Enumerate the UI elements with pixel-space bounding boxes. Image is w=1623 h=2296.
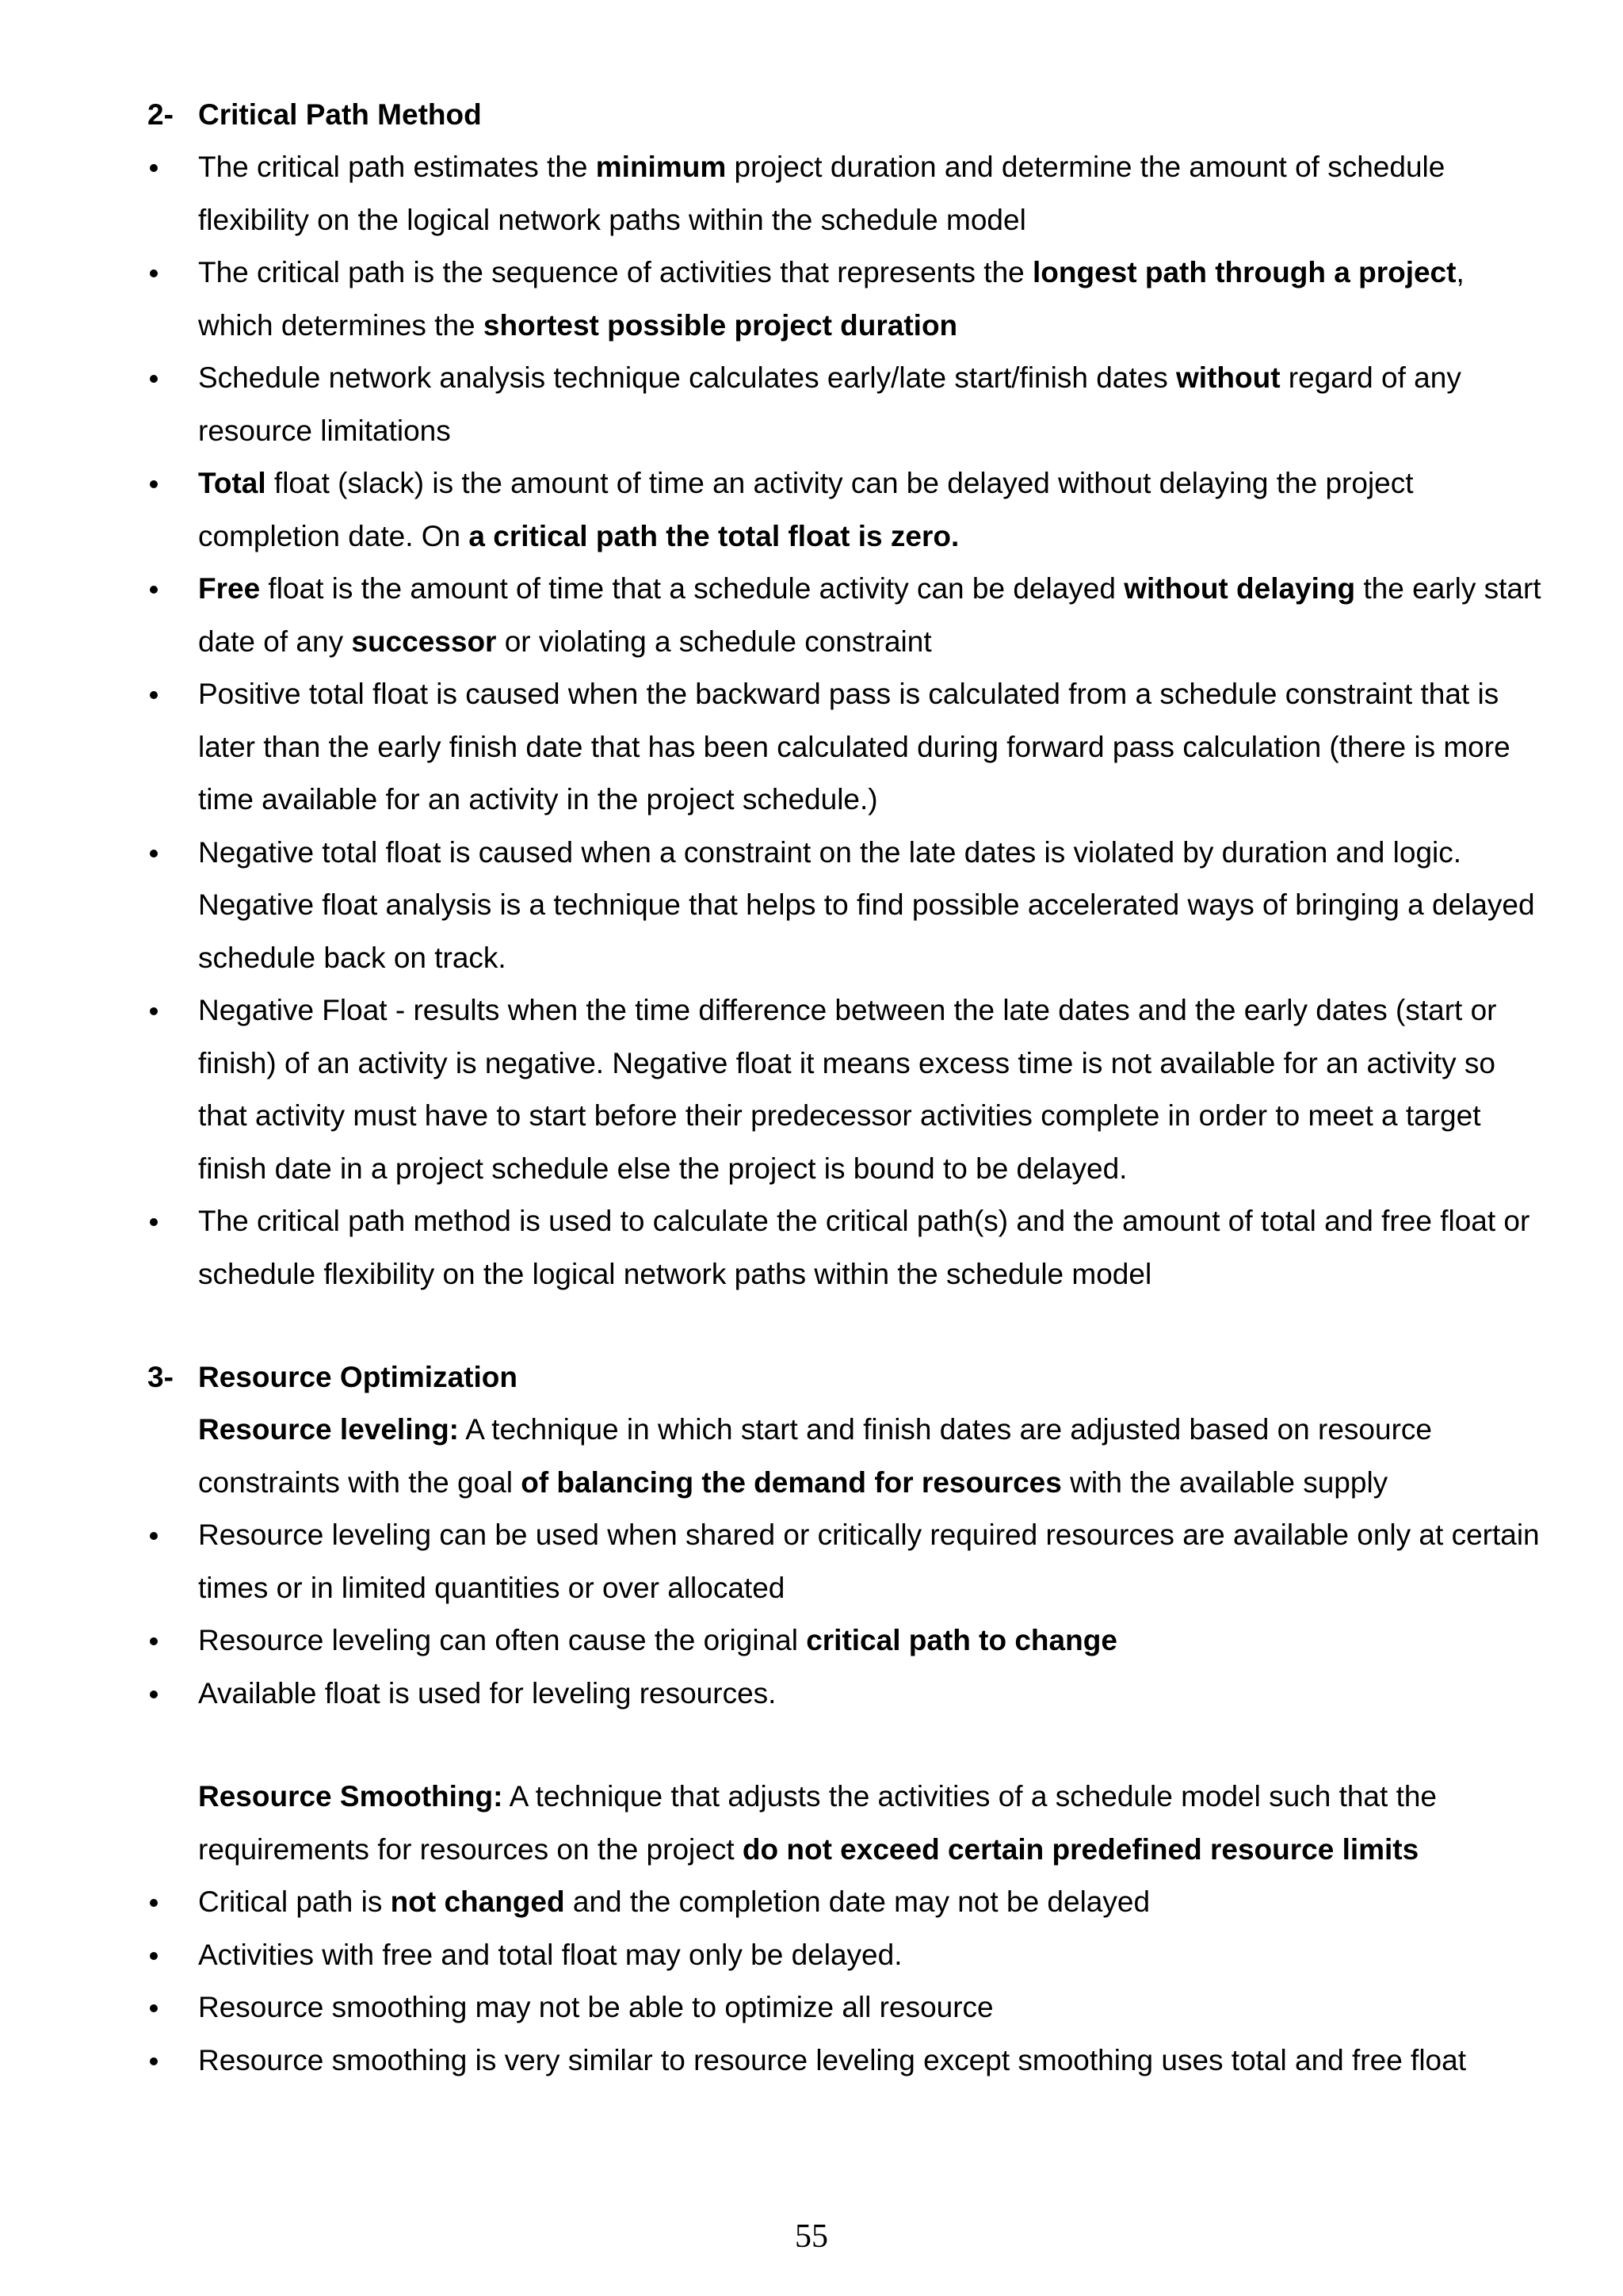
bullet-item — [147, 2034, 1542, 2088]
bullet-text — [198, 467, 1414, 552]
text-run: Resource smoothing is very similar to resource leveling except smoothing uses total and free float — [198, 2043, 1466, 2076]
text-run: Resource leveling can be used when shared or critically required resources are available only at certain times or in limited quantities or over allocated — [198, 1519, 1540, 1604]
text-run: The critical path is the sequence of activities that represents the — [198, 256, 1033, 288]
text-run: Resource leveling can often cause the original — [198, 1624, 807, 1656]
bullet-text — [198, 994, 1497, 1185]
bullet-item — [147, 352, 1542, 457]
bold-text: longest path through a project — [1033, 256, 1457, 288]
text-run: project duration and determine the amount of schedule flexibility on the logical network paths within the schedule model — [198, 151, 1445, 236]
section-number: 3- — [147, 1361, 174, 1393]
bold-text: Resource Smoothing: — [198, 1780, 503, 1813]
section-title: Critical Path Method — [198, 98, 482, 131]
bullet-text — [198, 572, 1541, 658]
bullet-text — [198, 1885, 1150, 1918]
text-run: Available float is used for leveling resources. — [198, 1676, 777, 1710]
page-number: 55 — [795, 2218, 828, 2255]
text-run: A technique that adjusts the activities of a schedule model such that the requirements for resources on the project — [198, 1780, 1438, 1866]
text-run: with the available supply — [1061, 1465, 1388, 1499]
bold-text: Free — [198, 572, 261, 605]
paragraph-spacer — [147, 1720, 1542, 1771]
section-critical-path-method — [147, 89, 1542, 1301]
bullet-item — [147, 1981, 1542, 2034]
section-resource-optimization — [147, 1351, 1542, 2087]
bullet-item — [147, 1509, 1542, 1614]
resource-leveling-definition — [147, 1404, 1542, 1509]
bullet-text — [198, 836, 1535, 974]
bold-text: shortest possible project duration — [483, 308, 958, 342]
bullet-item — [147, 1195, 1542, 1301]
text-run: , which determines the — [198, 256, 1465, 342]
text-run: The critical path method is used to calculate the critical path(s) and the amount of total and free float or schedule flexibility on the logical network paths within the schedule model — [198, 1205, 1530, 1290]
text-run: regard of any resource limitations — [198, 361, 1461, 447]
bullet-item — [147, 984, 1542, 1195]
bullet-item — [147, 1668, 1542, 1721]
bullet-item — [147, 668, 1542, 827]
bullet-item — [147, 1614, 1542, 1668]
text-run: Schedule network analysis technique calculates early/late start/finish dates — [198, 361, 1177, 394]
bullet-text — [198, 1205, 1529, 1290]
text-run: Critical path is — [198, 1885, 391, 1918]
text-run: or violating a schedule constraint — [496, 625, 932, 658]
bullet-text — [198, 1677, 776, 1710]
bullet-text — [198, 2044, 1466, 2076]
section-number: 2- — [147, 98, 174, 131]
text-run: A technique in which start and finish dates are adjusted based on resource constraints with the goal — [198, 1413, 1432, 1499]
text-run: the early start date of any — [198, 572, 1541, 658]
text-run: Activities with free and total float may only be delayed. — [198, 1938, 903, 1971]
bold-text: Total — [198, 467, 266, 499]
bullet-text — [198, 1939, 902, 1971]
text-run: Positive total float is caused when the backward pass is calculated from a schedule constraint that is later than the early finish date that has been calculated during forward pass calculation (there is more time available for an activity in the project schedule.) — [198, 678, 1510, 816]
bullet-item — [147, 1876, 1542, 1929]
text-run: Negative total float is caused when a constraint on the late dates is violated by duration and logic. Negative float analysis is a technique that helps to find possible accelerated ways of bringing a delayed schedule back on track. — [198, 835, 1535, 974]
bold-text: of balancing the demand for resources — [521, 1465, 1062, 1499]
bullet-item — [147, 1929, 1542, 1982]
bold-text: successor — [351, 625, 497, 658]
bullet-item — [147, 827, 1542, 985]
bold-text: without — [1176, 361, 1281, 394]
bold-text: critical path to change — [806, 1624, 1117, 1656]
bullet-item — [147, 246, 1542, 352]
bullet-item — [147, 563, 1542, 668]
bold-text: not changed — [390, 1885, 565, 1918]
bullet-text — [198, 151, 1445, 236]
text-run: Resource smoothing may not be able to optimize all resource — [198, 1991, 994, 2023]
text-run: float (slack) is the amount of time an activity can be delayed without delaying the project completion date. On — [198, 467, 1414, 552]
section-heading — [147, 1351, 1542, 1404]
bullet-text — [198, 678, 1510, 816]
text-run: float is the amount of time that a schedule activity can be delayed — [260, 572, 1125, 605]
bold-text: minimum — [595, 151, 727, 183]
bold-text: do not exceed certain predefined resource limits — [742, 1832, 1419, 1866]
text-run: and the completion date may not be delayed — [564, 1885, 1151, 1918]
bullet-text — [198, 1991, 994, 2023]
section-heading — [147, 89, 1542, 141]
resource-smoothing-definition — [147, 1771, 1542, 1876]
bullet-text — [198, 1519, 1540, 1604]
text-run: Negative Float - results when the time difference between the late dates and the early dates (start or finish) of an activity is negative. Negative float it means excess time is not available for an activity so that activity must have to start before their predecessor activities complete in order to meet a target finish date in a project schedule else the project is bound to be delayed. — [198, 994, 1497, 1185]
section-title: Resource Optimization — [198, 1361, 517, 1393]
bullet-text — [198, 256, 1465, 342]
bullet-list — [147, 141, 1542, 1301]
bullet-item — [147, 457, 1542, 563]
resource-smoothing-bullet-list — [147, 1876, 1542, 2087]
resource-leveling-bullet-list — [147, 1509, 1542, 1720]
bold-text: a critical path the total float is zero. — [468, 519, 960, 552]
bullet-item — [147, 141, 1542, 246]
text-run: The critical path estimates the — [198, 151, 596, 183]
bold-text: without delaying — [1124, 572, 1356, 605]
bold-text: Resource leveling: — [198, 1413, 460, 1446]
bullet-text — [198, 361, 1461, 447]
bullet-text — [198, 1624, 1117, 1656]
